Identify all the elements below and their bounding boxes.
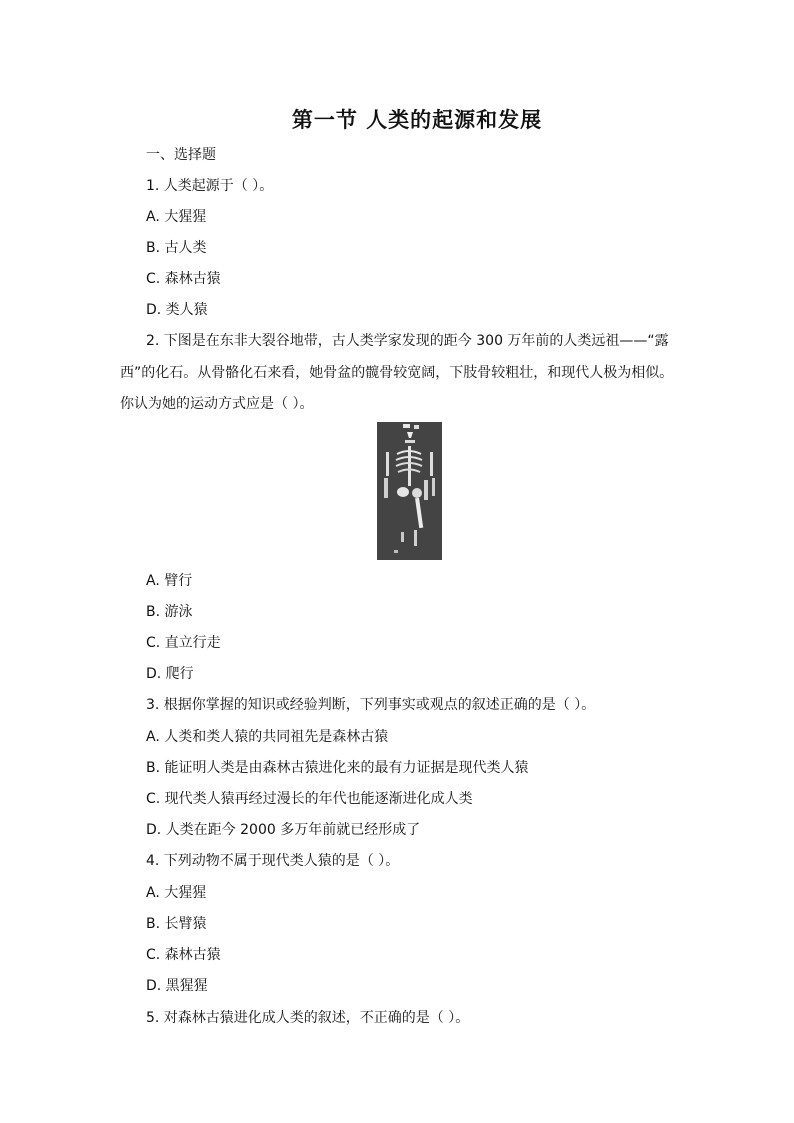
question-5-stem: 5. 对森林古猿进化成人类的叙述，不正确的是（ ）。 bbox=[146, 1010, 470, 1026]
question-2-stem-line-1: 2. 下图是在东非大裂谷地带，古人类学家发现的距今 300 万年前的人类远祖——“露 bbox=[146, 333, 669, 349]
lucy-skeleton-fossil-image bbox=[377, 422, 442, 560]
question-3-option-a: A. 人类和类人猿的共同祖先是森林古猿 bbox=[146, 729, 389, 745]
question-3-stem: 3. 根据你掌握的知识或经验判断，下列事实或观点的叙述正确的是（ ）。 bbox=[146, 697, 596, 713]
question-3-option-b: B. 能证明人类是由森林古猿进化来的最有力证据是现代类人猿 bbox=[146, 760, 529, 776]
question-1-option-c: C. 森林古猿 bbox=[146, 271, 221, 287]
question-2-option-d: D. 爬行 bbox=[146, 666, 194, 682]
question-1-option-d: D. 类人猿 bbox=[146, 302, 208, 318]
question-4-option-d: D. 黑猩猩 bbox=[146, 978, 208, 994]
question-4-option-a: A. 大猩猩 bbox=[146, 885, 207, 901]
question-2-stem-line-2: 西”的化石。从骨骼化石来看，她骨盆的髋骨较宽阔，下肢骨较粗壮，和现代人极为相似。 bbox=[120, 365, 674, 381]
question-1-stem: 1. 人类起源于（ ）。 bbox=[146, 178, 274, 194]
question-4-option-c: C. 森林古猿 bbox=[146, 947, 221, 963]
question-1-option-a: A. 大猩猩 bbox=[146, 209, 207, 225]
question-2-option-b: B. 游泳 bbox=[146, 604, 193, 620]
question-2-stem-line-3: 你认为她的运动方式应是（ ）。 bbox=[120, 396, 314, 412]
skeleton-icon bbox=[377, 422, 442, 560]
question-3-option-d: D. 人类在距今 2000 多万年前就已经形成了 bbox=[146, 822, 421, 838]
question-1-option-b: B. 古人类 bbox=[146, 240, 207, 256]
question-2-option-c: C. 直立行走 bbox=[146, 635, 221, 651]
section-heading: 一、选择题 bbox=[146, 147, 216, 163]
question-2-option-a: A. 臂行 bbox=[146, 573, 193, 589]
question-4-stem: 4. 下列动物不属于现代类人猿的是（ ）。 bbox=[146, 853, 400, 869]
question-3-option-c: C. 现代类人猿再经过漫长的年代也能逐渐进化成人类 bbox=[146, 791, 473, 807]
question-4-option-b: B. 长臂猿 bbox=[146, 916, 207, 932]
page-title: 第一节 人类的起源和发展 bbox=[291, 107, 543, 132]
